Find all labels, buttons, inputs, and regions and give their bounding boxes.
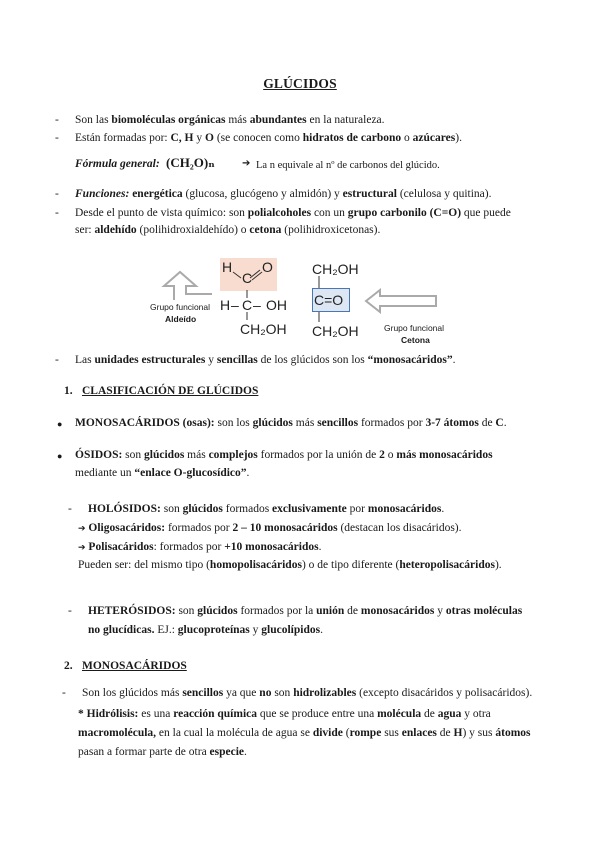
- bond-dash: –: [253, 297, 261, 313]
- atom-h: H: [220, 297, 231, 313]
- formula-note: La n equivale al nº de carbonos del glúcido.: [256, 160, 440, 171]
- formula-label: Fórmula general:: [75, 158, 160, 170]
- dash-bullet: -: [55, 207, 59, 219]
- atom-oh: OH: [266, 297, 287, 313]
- formula-expression: (CH₂O)ₙ: [166, 155, 215, 170]
- heterosidos-line-2: no glucídicas. EJ.: glucoproteínas y glucolípidos.: [88, 624, 323, 636]
- arrow-right-icon: ➔: [78, 523, 86, 533]
- section-2-title: MONOSACÁRIDOS: [82, 660, 187, 672]
- aldehyde-label-2: Aldeído: [165, 314, 197, 324]
- monosacaridos-definition-line: Son los glúcidos más sencillos ya que no son hidrolizables (excepto disacáridos y polisacáridos).: [82, 687, 533, 699]
- osidos-line-1: ÓSIDOS: son glúcidos más complejos formados por la unión de 2 o más monosacáridos: [75, 449, 493, 461]
- intro-line-1: Son las biomoléculas orgánicas más abundantes en la naturaleza.: [75, 114, 385, 126]
- osidos-line-2: mediante un “enlace O-glucosídico”.: [75, 467, 250, 479]
- section-1-title: CLASIFICACIÓN DE GLÚCIDOS: [82, 385, 259, 397]
- group-ch2oh: CH₂OH: [312, 261, 359, 277]
- polisacaridos-types-line: Pueden ser: del mismo tipo (homopolisacáridos) o de tipo diferente (heteropolisacáridos).: [78, 559, 502, 571]
- bond-dash: –: [231, 297, 239, 313]
- ketone-arrow-icon: [362, 288, 442, 314]
- aldehyde-label-1: Grupo funcional: [150, 302, 211, 312]
- ketone-label-2: Cetona: [401, 335, 430, 345]
- round-bullet-icon: ●: [57, 419, 63, 429]
- page-title: GLÚCIDOS: [263, 76, 337, 91]
- atom-h: H: [222, 259, 233, 275]
- group-carbonyl: C=O: [314, 292, 344, 308]
- dash-bullet: -: [55, 188, 59, 200]
- section-1-number: 1.: [64, 385, 73, 397]
- polisacaridos-line: ➔ Polisacáridos: formados por +10 monosacáridos.: [78, 541, 322, 553]
- intro-line-5: ser: aldehído (polihidroxialdehído) o cetona (polihidroxicetonas).: [75, 224, 381, 236]
- intro-line-2: Están formadas por: C, H y O (se conocen como hidratos de carbono o azúcares).: [75, 132, 462, 144]
- oligosacaridos-line: ➔ Oligosacáridos: formados por 2 – 10 monosacáridos (destacan los disacáridos).: [78, 522, 462, 534]
- heterosidos-line-1: HETERÓSIDOS: son glúcidos formados por la unión de monosacáridos y otras moléculas: [88, 605, 523, 617]
- dash-bullet: -: [68, 503, 72, 515]
- ketone-label-1: Grupo funcional: [384, 323, 445, 333]
- group-ch2oh: CH₂OH: [312, 323, 359, 339]
- intro-line-3: Funciones: energética (glucosa, glucógeno y almidón) y estructural (celulosa y quitina).: [75, 188, 492, 200]
- hidrolisis-line-3: pasan a formar parte de otra especie.: [78, 746, 247, 758]
- atom-o: O: [262, 259, 273, 275]
- section-2-number: 2.: [64, 660, 73, 672]
- arrow-right-icon: ➔: [78, 542, 86, 552]
- dash-bullet: -: [55, 132, 59, 144]
- round-bullet-icon: ●: [57, 451, 63, 461]
- hidrolisis-line-1: * Hidrólisis: es una reacción química que se produce entre una molécula de agua y otra: [78, 708, 491, 720]
- monosacaridos-line: MONOSACÁRIDOS (osas): son los glúcidos más sencillos formados por 3-7 átomos de C.: [75, 417, 507, 429]
- dash-bullet: -: [55, 354, 59, 366]
- dash-bullet: -: [55, 114, 59, 126]
- units-line: Las unidades estructurales y sencillas de los glúcidos son los “monosacáridos”.: [75, 354, 456, 366]
- group-ch2oh: CH₂OH: [240, 321, 287, 337]
- dash-bullet: -: [68, 605, 72, 617]
- dash-bullet: -: [62, 687, 66, 699]
- atom-c: C: [242, 297, 253, 313]
- intro-line-4: Desde el punto de vista químico: son polialcoholes con un grupo carbonilo (C=O) que puede: [75, 207, 511, 219]
- hidrolisis-line-2: macromolécula, en la cual la molécula de agua se divide (rompe sus enlaces de H) y sus átomos: [78, 727, 531, 739]
- atom-c: C: [242, 270, 253, 286]
- holosidos-line-1: HOLÓSIDOS: son glúcidos formados exclusivamente por monosacáridos.: [88, 503, 445, 515]
- arrow-right-icon: ➔: [242, 158, 251, 169]
